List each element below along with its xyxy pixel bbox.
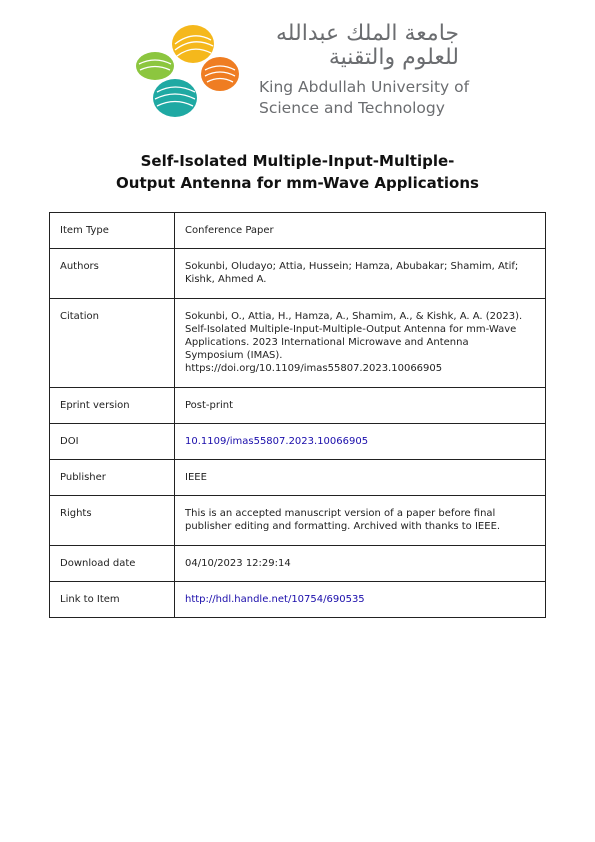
title-line-1: Self-Isolated Multiple-Input-Multiple-: [140, 152, 455, 170]
row-value: Sokunbi, Oludayo; Attia, Hussein; Hamza, Abubakar; Shamim, Atif; Kishk, Ahmed A.: [175, 249, 546, 298]
arabic-name-line-1: جامعة الملك عبدالله: [275, 21, 459, 46]
row-link-to-item: [50, 581, 546, 617]
row-publisher: [50, 460, 546, 496]
university-name-arabic: [259, 22, 459, 70]
title-line-2: Output Antenna for mm-Wave Applications: [116, 174, 479, 192]
row-label: Eprint version: [50, 387, 175, 423]
row-label: DOI: [50, 423, 175, 459]
row-item-type: [50, 213, 546, 249]
row-value: [175, 581, 546, 617]
logo-petal-orange: [201, 57, 239, 91]
row-value: Sokunbi, O., Attia, H., Hamza, A., Shamim, A., & Kishk, A. A. (2023). Self-Isolated Multiple-Input-Multiple-Output Antenna for mm-Wave Applications. 2023 International Microwave and Antenna Symposium (IMAS). https://doi.org/10.1109/imas55807.2023.10066905: [175, 298, 546, 387]
row-value: Conference Paper: [175, 213, 546, 249]
logo-petal-teal: [153, 79, 197, 117]
row-value: [175, 423, 546, 459]
english-name-line-2: Science and Technology: [259, 99, 445, 117]
row-authors: [50, 249, 546, 298]
row-download-date: [50, 545, 546, 581]
item-metadata-table: [49, 212, 546, 618]
row-value: IEEE: [175, 460, 546, 496]
logo-petal-yellow: [172, 25, 214, 63]
document-title: [60, 150, 535, 194]
row-value: 04/10/2023 12:29:14: [175, 545, 546, 581]
row-rights: [50, 496, 546, 545]
row-label: Download date: [50, 545, 175, 581]
row-label: Publisher: [50, 460, 175, 496]
english-name-line-1: King Abdullah University of: [259, 78, 470, 96]
row-label: Rights: [50, 496, 175, 545]
row-doi: [50, 423, 546, 459]
university-logo: [135, 21, 470, 122]
kaust-petal-logo-icon: [135, 22, 245, 122]
doi-link[interactable]: 10.1109/imas55807.2023.10066905: [185, 435, 369, 447]
row-label: Citation: [50, 298, 175, 387]
row-citation: [50, 298, 546, 387]
row-value: Post-print: [175, 387, 546, 423]
arabic-name-line-2: للعلوم والتقنية: [328, 45, 459, 70]
row-eprint-version: [50, 387, 546, 423]
row-value: This is an accepted manuscript version of a paper before final publisher editing and formatting. Archived with thanks to IEEE.: [175, 496, 546, 545]
row-label: Authors: [50, 249, 175, 298]
row-label: Link to Item: [50, 581, 175, 617]
row-label: Item Type: [50, 213, 175, 249]
university-name-english: [259, 77, 469, 119]
item-handle-link[interactable]: http://hdl.handle.net/10754/690535: [185, 593, 365, 605]
logo-petal-green: [136, 52, 174, 80]
